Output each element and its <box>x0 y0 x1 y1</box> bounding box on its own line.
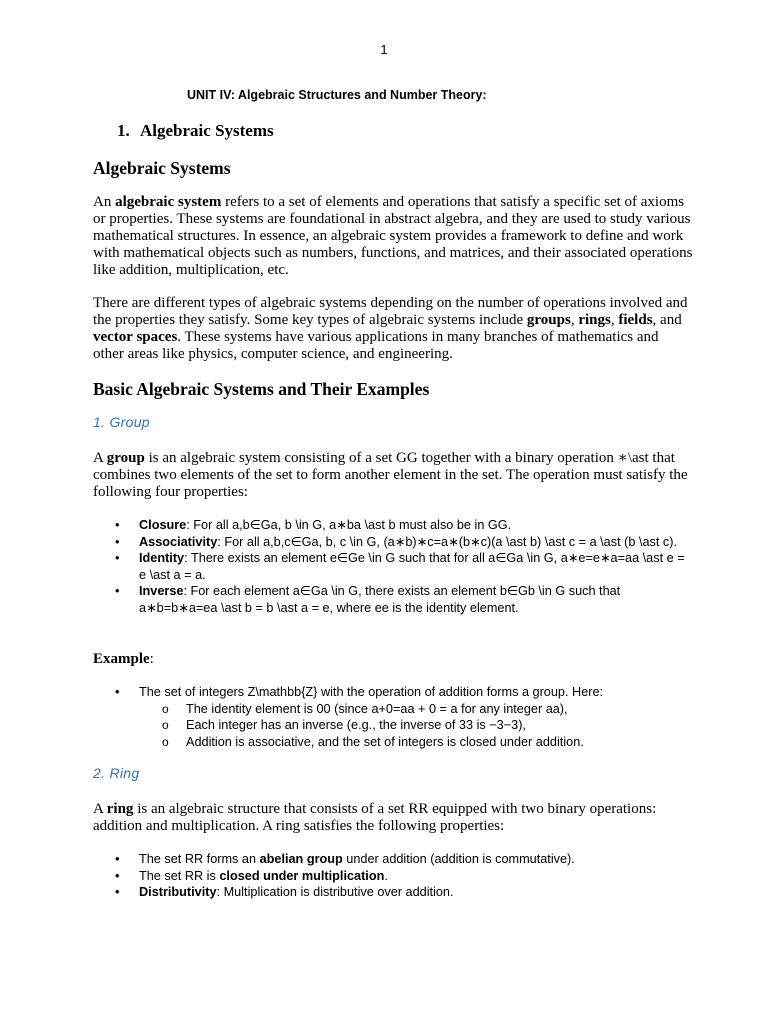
list-item: o The identity element is 00 (since a+0=aa + 0 = a for any integer aa), <box>162 701 695 718</box>
list-item: • Identity: There exists an element e∈Ge \in G such that for all a∈Ga \in G, a∗e=e∗a=aa \ast e = e \ast a = a. <box>115 550 695 583</box>
page-number: 1 <box>380 42 388 57</box>
ring-properties-list <box>115 851 695 901</box>
unit-title: UNIT IV: Algebraic Structures and Number Theory: <box>187 88 487 102</box>
term-rings: rings <box>578 312 611 328</box>
list-item: o Each integer has an inverse (e.g., the inverse of 33 is −3−3), <box>162 717 695 734</box>
list-item: o Addition is associative, and the set of integers is closed under addition. <box>162 734 695 751</box>
list-item: • The set of integers Z\mathbb{Z} with the operation of addition forms a group. Here: o The identity element is 00 (since a+0=aa + 0 = a for any integer aa), o Each integer has an inverse (e.g., the inverse of 33 is −3−3), o Addition is associative, and the set of integers is closed under addition. <box>115 684 695 750</box>
term-ring: ring <box>106 801 134 817</box>
list-item: • Closure: For all a,b∈Ga, b \in G, a∗ba \ast b must also be in GG. <box>115 517 695 534</box>
term-vector-spaces: vector spaces <box>93 329 178 345</box>
list-item: • The set RR forms an abelian group under addition (addition is commutative). <box>115 851 695 868</box>
paragraph-ring-definition: A ring is an algebraic structure that consists of a set RR equipped with two binary operations: addition and multiplication. A ring satisfies the following properties: <box>93 801 657 834</box>
section-number: 1. <box>117 121 130 140</box>
list-item: • Inverse: For each element a∈Ga \in G, there exists an element b∈Gb \in G such that a∗b=b∗a=ea \ast b = b \ast a = e, where ee is the identity element. <box>115 583 695 616</box>
group-properties-list <box>115 517 695 616</box>
paragraph-types: There are different types of algebraic systems depending on the number of operations involved and the properties they satisfy. Some key types of algebraic systems include groups, rings, fields, and vector spaces. These systems have various applications in many branches of mathematics and other areas like physics, computer science, and engineering. <box>93 295 688 362</box>
term-fields: fields <box>618 312 653 328</box>
heading-ring: 2. Ring <box>93 765 140 781</box>
term-group: group <box>106 450 145 466</box>
example-label: Example: <box>93 651 154 667</box>
paragraph-group-definition: A group is an algebraic system consisting of a set GG together with a binary operation ∗\ast that combines two elements of the set to form another element in the set. The operation must satisfy the following four properties: <box>93 450 688 500</box>
list-item: • Associativity: For all a,b,c∈Ga, b, c \in G, (a∗b)∗c=a∗(b∗c)(a \ast b) \ast c = a \ast (b \ast c). <box>115 534 695 551</box>
term-algebraic-system: algebraic system <box>115 194 222 210</box>
section-heading <box>117 121 274 141</box>
section-title: Algebraic Systems <box>140 121 274 140</box>
heading-algebraic-systems: Algebraic Systems <box>93 158 231 178</box>
example-sublist <box>139 701 695 751</box>
list-item: • The set RR is closed under multiplication. <box>115 868 695 885</box>
example-list <box>115 684 695 750</box>
paragraph-definition: An algebraic system refers to a set of elements and operations that satisfy a specific set of axioms or properties. These systems are foundational in abstract algebra, and they are used to study various mathematical structures. In essence, an algebraic system provides a framework to define and work with mathematical objects such as numbers, functions, and matrices, and their associated operations like addition, multiplication, etc. <box>93 194 693 278</box>
heading-group: 1. Group <box>93 414 150 430</box>
term-groups: groups <box>526 312 571 328</box>
list-item: • Distributivity: Multiplication is distributive over addition. <box>115 884 695 901</box>
heading-basic-systems: Basic Algebraic Systems and Their Examples <box>93 379 430 399</box>
